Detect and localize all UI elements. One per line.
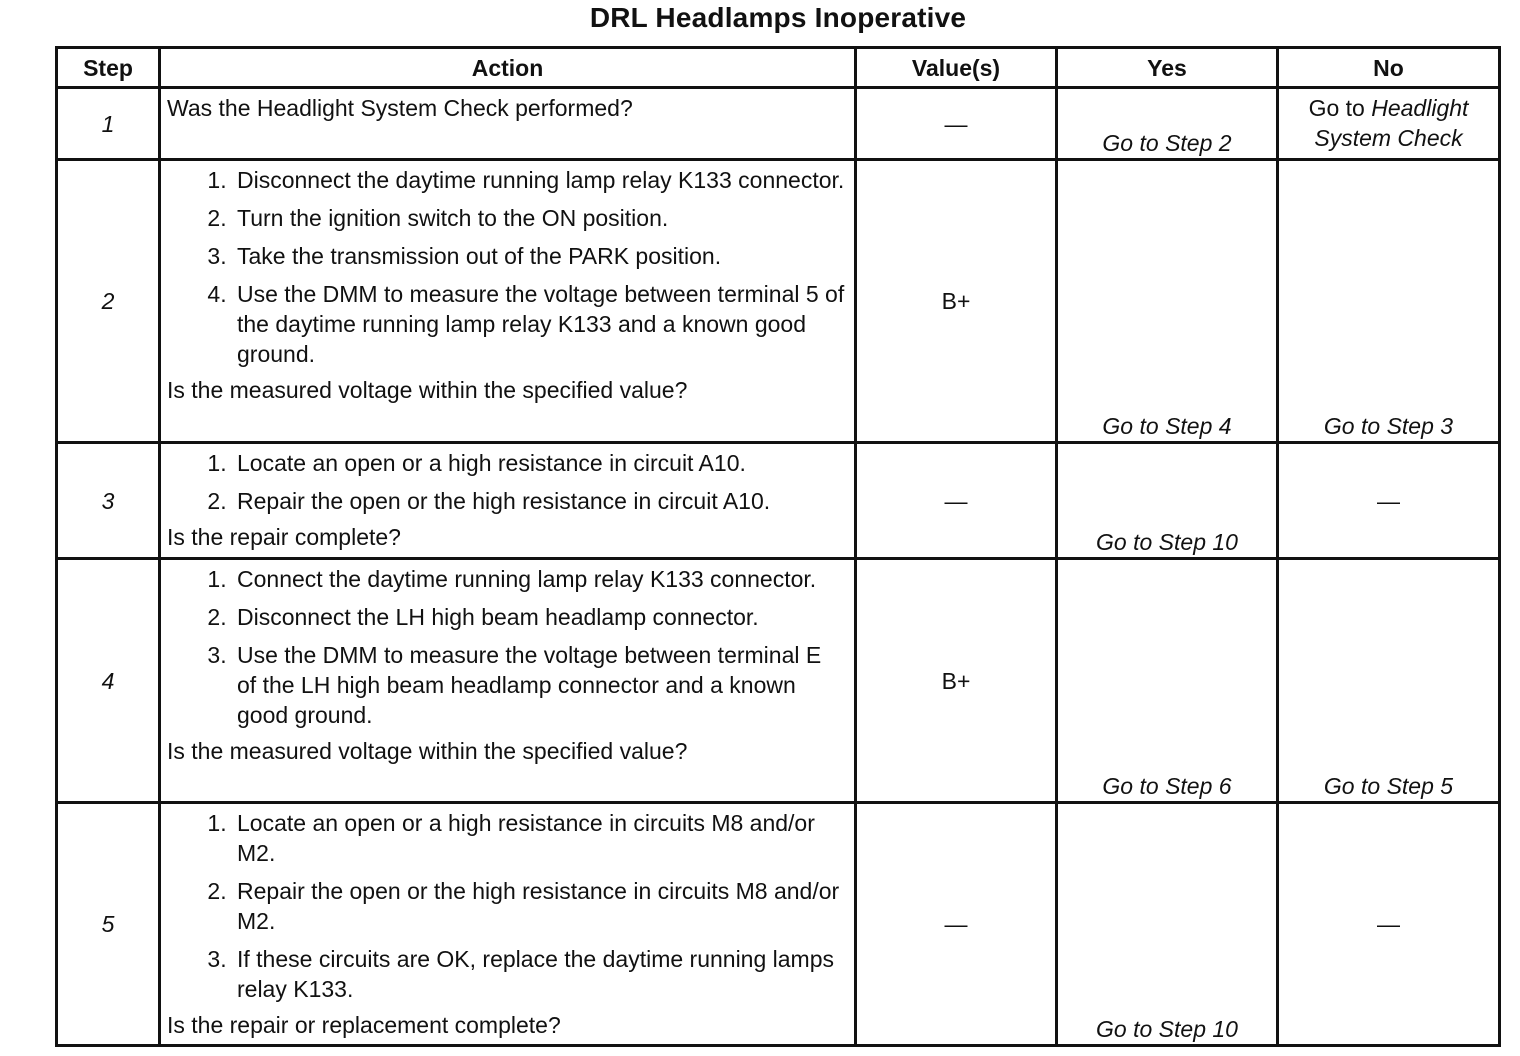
action-step: 2. Repair the open or the high resistance in circuits M8 and/or M2. — [233, 876, 846, 936]
header-no: No — [1278, 48, 1500, 88]
action-cell — [160, 803, 856, 1046]
action-step: 1. Connect the daytime running lamp relay K133 connector. — [233, 564, 846, 594]
table-header-row — [57, 48, 1500, 88]
no-prefix: Go to — [1308, 95, 1372, 121]
value-cell: — — [856, 88, 1057, 160]
table-row — [57, 803, 1500, 1046]
step-number: 1 — [57, 88, 160, 160]
yes-cell: Go to Step 4 — [1057, 160, 1278, 443]
action-question: Is the measured voltage within the specified value? — [167, 738, 688, 764]
action-cell — [160, 559, 856, 803]
header-action: Action — [160, 48, 856, 88]
yes-cell: Go to Step 2 — [1057, 88, 1278, 160]
no-cell: Go to Step 3 — [1278, 160, 1500, 443]
action-steps-list — [167, 808, 846, 1004]
value-cell: — — [856, 803, 1057, 1046]
action-step: 1. Disconnect the daytime running lamp relay K133 connector. — [233, 165, 846, 195]
action-step: 3. Take the transmission out of the PARK position. — [233, 241, 846, 271]
action-question: Was the Headlight System Check performed? — [167, 95, 633, 121]
yes-cell: Go to Step 10 — [1057, 803, 1278, 1046]
action-question: Is the measured voltage within the specified value? — [167, 377, 688, 403]
action-cell — [160, 443, 856, 559]
action-step: 4. Use the DMM to measure the voltage between terminal 5 of the daytime running lamp relay K133 and a known good ground. — [233, 279, 846, 369]
action-step: 1. Locate an open or a high resistance in circuit A10. — [233, 448, 846, 478]
action-steps-list — [167, 448, 846, 516]
action-steps-list — [167, 564, 846, 730]
page-title: DRL Headlamps Inoperative — [589, 2, 967, 33]
step-number: 3 — [57, 443, 160, 559]
yes-cell: Go to Step 10 — [1057, 443, 1278, 559]
no-cell — [1278, 88, 1500, 160]
action-step: 3. If these circuits are OK, replace the daytime running lamps relay K133. — [233, 944, 846, 1004]
action-step: 3. Use the DMM to measure the voltage between terminal E of the LH high beam headlamp connector and a known good ground. — [233, 640, 846, 730]
step-number: 4 — [57, 559, 160, 803]
value-cell: B+ — [856, 160, 1057, 443]
yes-cell: Go to Step 6 — [1057, 559, 1278, 803]
value-cell: — — [856, 443, 1057, 559]
table-row — [57, 160, 1500, 443]
table-row — [57, 559, 1500, 803]
step-number: 5 — [57, 803, 160, 1046]
action-steps-list — [167, 165, 846, 369]
no-cell: — — [1278, 443, 1500, 559]
no-cell: Go to Step 5 — [1278, 559, 1500, 803]
action-question: Is the repair complete? — [167, 524, 401, 550]
action-step: 2. Turn the ignition switch to the ON position. — [233, 203, 846, 233]
step-number: 2 — [57, 160, 160, 443]
header-step: Step — [57, 48, 160, 88]
action-question: Is the repair or replacement complete? — [167, 1012, 561, 1038]
value-cell: B+ — [856, 559, 1057, 803]
action-cell — [160, 88, 856, 160]
header-values: Value(s) — [856, 48, 1057, 88]
no-cell: — — [1278, 803, 1500, 1046]
action-step: 1. Locate an open or a high resistance in circuits M8 and/or M2. — [233, 808, 846, 868]
action-step: 2. Repair the open or the high resistance in circuit A10. — [233, 486, 846, 516]
diagnostic-table — [55, 46, 1501, 1047]
no-link-headlight-system-check: Headlight System Check — [1314, 95, 1469, 151]
action-step: 2. Disconnect the LH high beam headlamp connector. — [233, 602, 846, 632]
table-row — [57, 88, 1500, 160]
action-cell — [160, 160, 856, 443]
header-yes: Yes — [1057, 48, 1278, 88]
table-row — [57, 443, 1500, 559]
